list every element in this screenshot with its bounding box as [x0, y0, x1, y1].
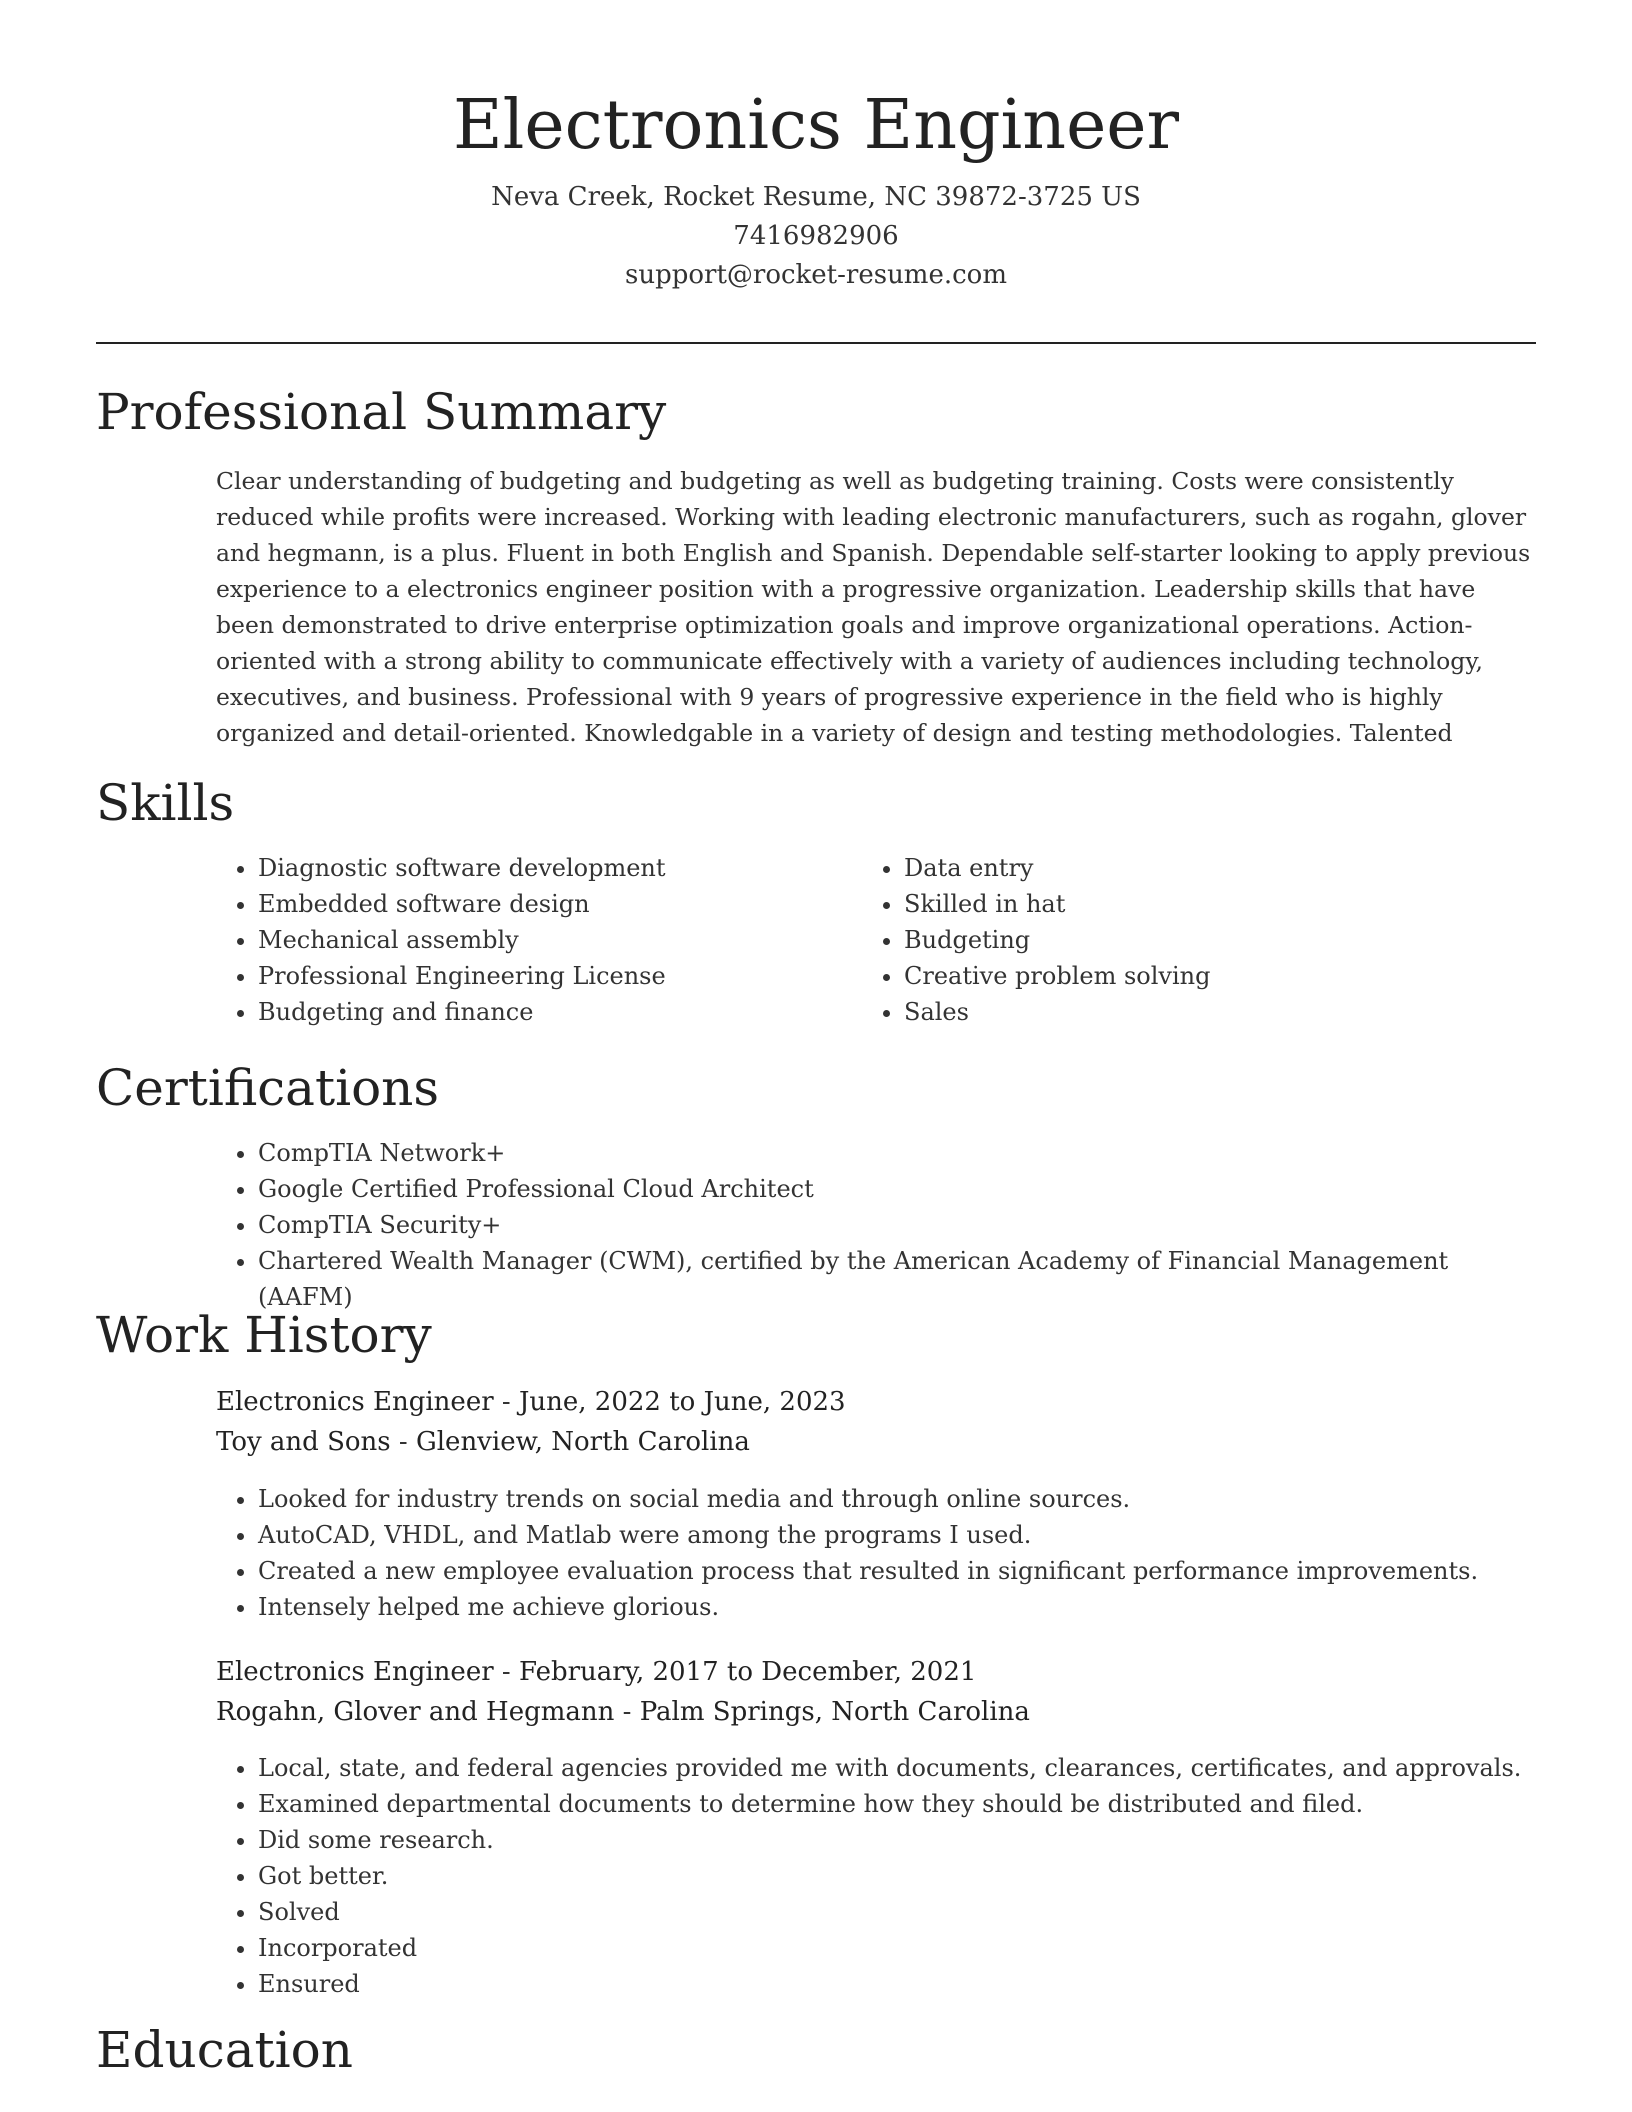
certification-item: • Google Certified Professional Cloud Architect	[258, 1171, 1544, 1207]
job-title-line	[216, 1652, 1536, 1692]
skills-list-left	[214, 850, 854, 1030]
certification-item: • Chartered Wealth Manager (CWM), certified by the American Academy of Financial Management (AAFM)	[258, 1243, 1544, 1315]
job-dates: February, 2017 to December, 2021	[518, 1657, 977, 1687]
section-title-summary: Professional Summary	[96, 383, 667, 441]
job-bullet: • Local, state, and federal agencies provided me with documents, clearances, certificates, and approvals.	[258, 1750, 1544, 1786]
certification-item: • CompTIA Security+	[258, 1207, 1544, 1243]
job-bullets	[214, 1481, 1544, 1625]
separator: -	[614, 1697, 640, 1727]
candidate-name: Electronics Engineer	[452, 86, 1180, 165]
job-bullet: • Examined departmental documents to determine how they should be distributed and filed.	[258, 1786, 1544, 1822]
section-title-work-history: Work History	[96, 1306, 432, 1364]
job-bullets	[214, 1750, 1544, 2002]
job-bullet-list	[214, 1750, 1544, 2002]
job-title: Electronics Engineer	[216, 1657, 494, 1687]
job-bullet: • Looked for industry trends on social media and through online sources.	[258, 1481, 1544, 1517]
job-entry	[216, 1382, 1536, 1462]
skill-item: • Data entry	[904, 850, 1500, 886]
section-title-skills: Skills	[96, 774, 235, 832]
job-bullet: • Intensely helped me achieve glorious.	[258, 1589, 1544, 1625]
job-location: Glenview, North Carolina	[415, 1427, 750, 1457]
skill-item: • Professional Engineering License	[258, 958, 854, 994]
job-bullet: • Got better.	[258, 1858, 1544, 1894]
separator: -	[390, 1427, 416, 1457]
job-title-line	[216, 1382, 1536, 1422]
resume-header	[96, 80, 1536, 295]
skill-item: • Creative problem solving	[904, 958, 1500, 994]
skill-item: • Embedded software design	[258, 886, 854, 922]
header-divider	[96, 342, 1536, 344]
address: Neva Creek, Rocket Resume, NC 39872-3725 US	[491, 182, 1141, 212]
skills-column-left	[214, 850, 854, 1030]
certifications-block	[214, 1135, 1544, 1315]
job-bullet: • Created a new employee evaluation process that resulted in significant performance improvements.	[258, 1553, 1544, 1589]
skill-item: • Budgeting	[904, 922, 1500, 958]
phone-number: 7416982906	[733, 221, 899, 251]
job-dates: June, 2022 to June, 2023	[518, 1387, 846, 1417]
job-location: Palm Springs, North Carolina	[639, 1697, 1030, 1727]
skill-item: • Sales	[904, 994, 1500, 1030]
job-bullet: • Did some research.	[258, 1822, 1544, 1858]
job-bullet: • Incorporated	[258, 1930, 1544, 1966]
summary-text: Clear understanding of budgeting and budgeting as well as budgeting training. Costs were consistently reduced while profits were increased. Working with leading electronic manufacturers, such as rogahn, glover and hegmann, is a plus. Fluent in both English and Spanish. Dependable self-starter looking to apply previous experience to a electronics engineer position with a progressive organization. Leadership skills that have been demonstrated to drive enterprise optimization goals and improve organizational operations. Action-oriented with a strong ability to communicate effectively with a variety of audiences including technology, executives, and business. Professional with 9 years of progressive experience in the field who is highly organized and detail-oriented. Knowledgable in a variety of design and testing methodologies. Talented	[216, 467, 1531, 747]
separator: -	[493, 1387, 519, 1417]
section-title-education: Education	[96, 2021, 353, 2079]
certifications-list	[214, 1135, 1544, 1315]
job-bullet: • Solved	[258, 1894, 1544, 1930]
job-company-line	[216, 1692, 1536, 1732]
separator: -	[493, 1657, 519, 1687]
company-name: Rogahn, Glover and Hegmann	[216, 1697, 615, 1727]
job-company-line	[216, 1422, 1536, 1462]
job-bullet: • Ensured	[258, 1966, 1544, 2002]
job-bullet-list	[214, 1481, 1544, 1625]
job-title: Electronics Engineer	[216, 1387, 494, 1417]
skill-item: • Skilled in hat	[904, 886, 1500, 922]
job-bullet: • AutoCAD, VHDL, and Matlab were among the programs I used.	[258, 1517, 1544, 1553]
skills-list-right	[860, 850, 1500, 1030]
skill-item: • Diagnostic software development	[258, 850, 854, 886]
skill-item: • Mechanical assembly	[258, 922, 854, 958]
certification-item: • CompTIA Network+	[258, 1135, 1544, 1171]
section-title-certifications: Certifications	[96, 1059, 440, 1117]
skills-column-right	[860, 850, 1500, 1030]
skill-item: • Budgeting and finance	[258, 994, 854, 1030]
company-name: Toy and Sons	[216, 1427, 391, 1457]
job-entry	[216, 1652, 1536, 1732]
email-address: support@rocket-resume.com	[624, 260, 1007, 290]
